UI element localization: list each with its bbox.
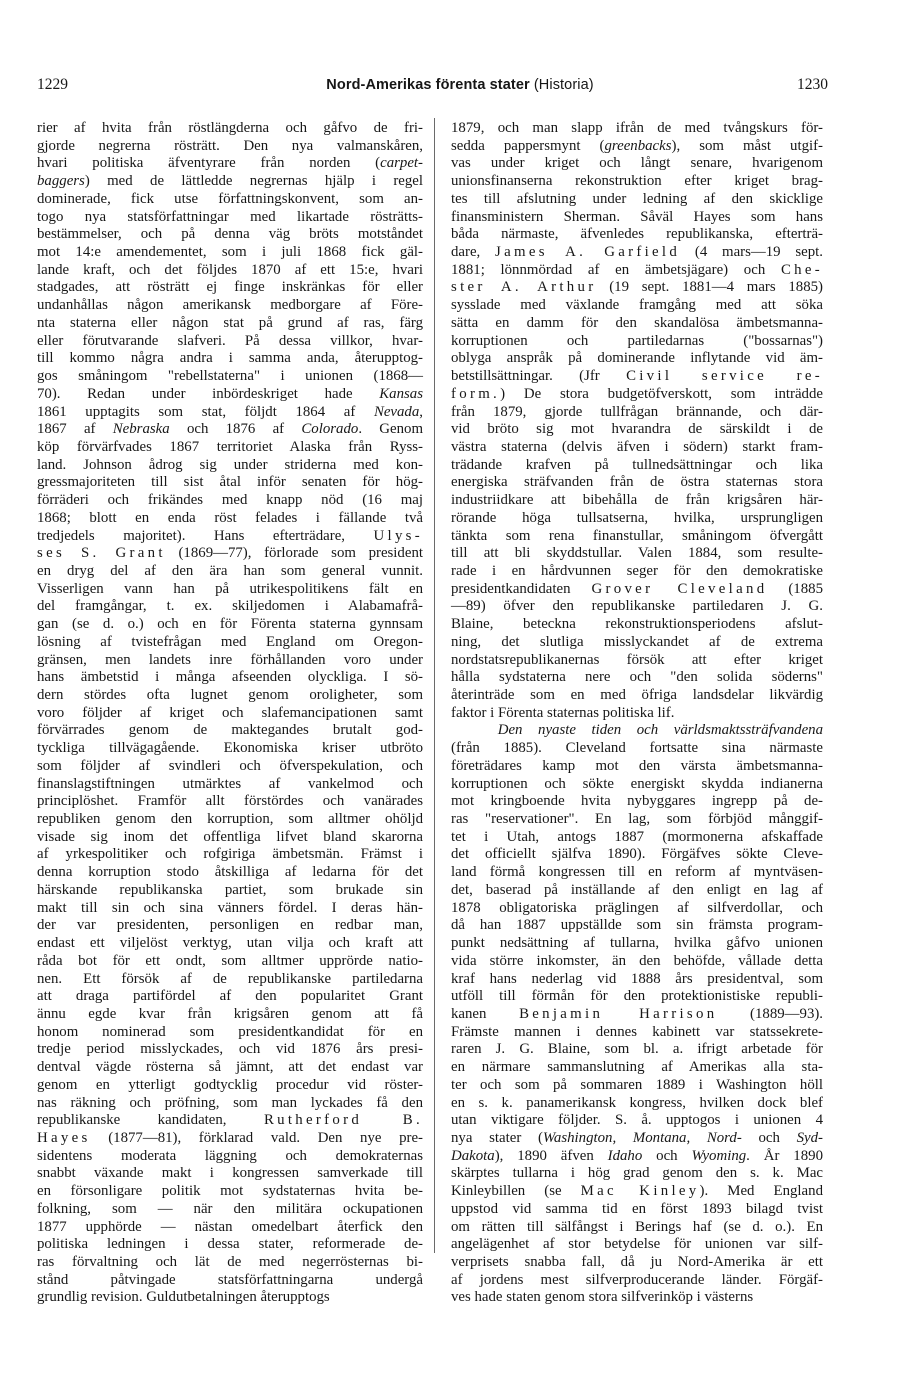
text-line: korruptionen och sökte energiskt skydda indianerna bbox=[451, 775, 823, 792]
text-line: sysslade med växlande framgång med att söka bbox=[451, 297, 823, 314]
text-line: utan viktigare följder. S. å. upptogos i unionen 4 bbox=[451, 1112, 823, 1129]
text-line: gan (se d. o.) och en för Förenta staterna gynnsam bbox=[37, 616, 423, 633]
text-line: från 1879, gjorde tullfrågan brännande, och där- bbox=[451, 403, 823, 420]
text-line: 1878 obligatoriska präglingen af silfverdollar, och bbox=[451, 899, 823, 916]
text-line: betstillsättningar. (Jfr Civil service re- bbox=[451, 368, 823, 385]
text-line: form.) De stora budgetöfverskott, som inträdde bbox=[451, 385, 823, 402]
text-line: 1881; lönnmördad af en ämbetsjägare) och Che- bbox=[451, 261, 823, 278]
text-line: dare, James A. Garfield (4 mars—19 sept. bbox=[451, 244, 823, 261]
text-line: Visserligen vann han på utrikespolitikens fält en bbox=[37, 580, 423, 597]
text-line: ras "reservationer". En lag, som förbjöd månggif- bbox=[451, 811, 823, 828]
text-line: verprisets snabba fall, då ju Nord-Amerika är ett bbox=[451, 1254, 823, 1270]
text-line: tredjedels majoritet). Hans efterträdare, Ulys- bbox=[37, 527, 423, 544]
text-line: dentval vägde rösterna så jämnt, att det endast var bbox=[37, 1059, 423, 1076]
text-line: kanen Benjamin Harrison (1889—93). bbox=[451, 1005, 824, 1022]
text-line: 1879, och man slapp ifrån de med tvångskurs för- bbox=[451, 120, 823, 136]
text-line: visade sig inom det offentliga lifvet bland skarorna bbox=[37, 828, 423, 845]
text-line: Den nyaste tiden och världsmaktssträfvandena bbox=[497, 722, 824, 739]
text-line: punkt nedsättning af tullarna, hvilka gåfvo unionen bbox=[451, 935, 823, 952]
text-line: denna korruption stodo åtskilliga af ledarna för det bbox=[37, 864, 423, 881]
text-line: det, baserad på inställande af den enligt en lag af bbox=[451, 881, 823, 898]
text-line: (från 1885). Cleveland fortsatte sina närmaste bbox=[451, 740, 823, 757]
text-line: finansministern Sherman. Såväl Hayes som hans bbox=[451, 208, 823, 225]
text-line: återinträde som en med öfriga landsdelar likvärdig bbox=[451, 687, 823, 703]
text-line: trädande krafven på tullnedsättningar och lika bbox=[451, 456, 823, 473]
text-line: 1861 upptagits som stat, följdt 1864 af Nevada, bbox=[37, 403, 423, 420]
text-line: uppstod vid samma tid en först 1893 bilagd tvist bbox=[451, 1200, 823, 1217]
text-line: 1868; blott en enda röst felades i fällande två bbox=[37, 509, 423, 526]
text-line: raren J. G. Blaine, som bl. a. ifrigt arbetade för bbox=[451, 1041, 823, 1058]
text-line: stadgades, att rösträtt ej finge inskränkas för eller bbox=[37, 279, 423, 296]
text-line: sätta en damm för den skandalösa ämbetsmanna- bbox=[451, 314, 823, 331]
text-line: tredje period misslyckades, och vid 1876 års presi- bbox=[37, 1041, 423, 1058]
text-line: hålla sydstaterna nere och "den solida söderns" bbox=[451, 669, 823, 686]
text-line: makt till sin och sina vänners fördel. I deras hän- bbox=[37, 899, 423, 916]
text-line: honom nominerad som presidentkandidat för en bbox=[37, 1023, 423, 1040]
text-line: voro följder af kriget och slafemancipationen samt bbox=[37, 704, 423, 721]
text-line: 1867 af Nebraska och 1876 af Colorado. Genom bbox=[37, 421, 423, 438]
text-line: grundlig revision. Guldutbetalningen återupptogs bbox=[37, 1289, 330, 1306]
text-line: Blaine, beteckna rekonstruktionsperiodens afslut- bbox=[451, 616, 823, 633]
text-line: tet i Utah, antogs 1887 (mormonerna afskaffade bbox=[451, 828, 823, 845]
text-line: gjorde negrerna rösträtt. Den nya valmanskåren, bbox=[37, 137, 423, 154]
page-number-left: 1229 bbox=[37, 76, 68, 93]
text-line: genom en ytterligt godtycklig procedur vid röster- bbox=[37, 1076, 423, 1093]
text-line: gos småningom "rebellstaterna" i unionen (1868— bbox=[37, 368, 423, 385]
text-line: togo nya statsförfattningar med likartade rösträtts- bbox=[37, 208, 423, 225]
text-line: oblyga anspråk på dominerande inflytande vid äm- bbox=[451, 350, 823, 367]
text-line: köp förvärfvades 1867 territoriet Alaska från Ryss- bbox=[37, 438, 423, 455]
text-line: land. Johnson ådrog sig under striderna med kon- bbox=[37, 456, 423, 473]
text-line: dern stördes ofta lugnet genom oroligheter, som bbox=[37, 687, 423, 703]
text-line: Kinleybillen (se Mac Kinley). Med England bbox=[451, 1183, 823, 1200]
text-line: nya stater (Washington, Montana, Nord- och Syd- bbox=[451, 1129, 823, 1146]
text-line: angelägenhet af stor betydelse för unionen var silf- bbox=[451, 1236, 823, 1253]
text-line: vid bröto sig mot hvarandra de särskildt i de bbox=[451, 421, 823, 438]
text-column-right bbox=[451, 120, 823, 1307]
text-line: undanhållas någon amerikansk medborgare af Före- bbox=[37, 297, 423, 314]
text-line: råda bot för ett ondt, som alltmer upprörde natio- bbox=[37, 952, 423, 969]
text-line: ning, det slutliga misslyckandet af de extrema bbox=[451, 633, 823, 650]
text-line: gressmajoriteten till sist åtal inför senaten för hög- bbox=[37, 474, 423, 491]
text-line: en närmare sammanslutning af Amerikas alla sta- bbox=[451, 1059, 823, 1076]
text-line: mot kringboende hvita nybyggares ingrepp på de- bbox=[451, 793, 823, 810]
text-line: en försonligare politik mot sydstaternas hvita be- bbox=[37, 1183, 423, 1200]
text-line: om rätten till sälfångst i Berings haf (se d. o.). En bbox=[451, 1218, 823, 1235]
text-line: —89) öfver den republikanske partiledaren J. G. bbox=[451, 598, 823, 615]
text-line: Främste mannen i dennes kabinett var statssekrete- bbox=[451, 1023, 823, 1040]
text-line: hvari politiska äfventyrare från norden (carpet- bbox=[37, 155, 423, 172]
text-line: nas räkning och pröfning, som man lyckades få den bbox=[37, 1094, 423, 1111]
text-line: ster A. Arthur (19 sept. 1881—4 mars 1885) bbox=[451, 279, 823, 296]
text-line: 1877 upphörde — nästan omedelbart återfick den bbox=[37, 1218, 423, 1235]
text-line: till att bli skyddstullar. Valen 1884, som resulte- bbox=[451, 545, 823, 562]
page-number-right: 1230 bbox=[797, 76, 828, 93]
text-line: folkning, som — när den militära ockupationen bbox=[37, 1200, 423, 1217]
text-line: Hayes (1877—81), förklarad vald. Den nye pre- bbox=[37, 1129, 423, 1146]
text-line: kraf hans nederlag vid 1888 års presidentval, som bbox=[451, 970, 823, 987]
text-line: en dryg del af den ära han som general vunnit. bbox=[37, 562, 423, 579]
text-line: ses S. Grant (1869—77), förlorade som president bbox=[37, 545, 423, 562]
text-line: ännu egde kvar från krigsåren genom att få bbox=[37, 1005, 423, 1022]
text-line: af yrkespolitiker och rofgiriga ämbetsmän. Främst i bbox=[37, 846, 423, 863]
text-line: nen. Ett försök af de republikanske partiledarna bbox=[37, 970, 423, 987]
text-line: företrädares kamp mot den värsta ämbetsmanna- bbox=[451, 757, 823, 774]
text-line: ves hade staten genom stora silfverinköp i västerns bbox=[451, 1289, 754, 1306]
text-line: eller förutvarande slafveri. På dessa villkor, hvar- bbox=[37, 332, 423, 349]
text-line: snabbt växande makt i kongressen samverkade till bbox=[37, 1165, 423, 1182]
text-line: skärptes tullarna i hög grad genom den s. k. Mac bbox=[451, 1165, 823, 1182]
text-line: tänkta som rena finanstullar, småningom öfvergått bbox=[451, 527, 823, 544]
text-line: sidentens moderata läggning och demokraternas bbox=[37, 1147, 423, 1164]
text-line: västra staterna (delvis äfven i södern) starkt fram- bbox=[451, 438, 823, 455]
text-line: faktor i Förenta staternas politiska lif. bbox=[451, 704, 675, 721]
text-line: Dakota), 1890 äfven Idaho och Wyoming. År 1890 bbox=[451, 1147, 823, 1164]
text-line: stånd påtvingade statsförfattningarna undergå bbox=[37, 1271, 423, 1288]
text-line: unionsfinanserna rekonstruktion efter kriget brag- bbox=[451, 173, 823, 190]
text-column-left bbox=[37, 120, 423, 1307]
text-line: rier af hvita från röstlängderna och gåfvo de fri- bbox=[37, 120, 423, 136]
text-line: finanslagstiftningen utmärktes af vankelmod och bbox=[37, 775, 423, 792]
text-line: det officiellt själfva 1890). Förgäfves sökte Cleve- bbox=[451, 846, 823, 863]
running-title-main: Nord-Amerikas förenta stater bbox=[326, 77, 530, 93]
text-line: förvärrades genom de maktegandes brutalt god- bbox=[37, 722, 423, 739]
text-line: presidentkandidaten Grover Cleveland (1885 bbox=[451, 580, 823, 597]
text-line: dominerade, fick utse författningskonvent, som an- bbox=[37, 190, 423, 207]
text-line: rade i en hårdvunnen seger för den demokratiske bbox=[451, 562, 823, 579]
text-line: förräderi och frikändes med knapp nöd (16 maj bbox=[37, 492, 423, 509]
text-line: ras förvaltning och lät de med negerrösternas bi- bbox=[37, 1254, 423, 1270]
text-line: principlöshet. Framför allt förstördes och vanärades bbox=[37, 793, 423, 810]
text-line: af jordens mest silfverproducerande länder. Förgäf- bbox=[451, 1271, 823, 1288]
text-line: rörande höga tullsatserna, hvilka, ursprungligen bbox=[451, 509, 823, 526]
text-line: der var presidenten, personligen en redbar man, bbox=[37, 917, 423, 934]
text-line: lösning af tvistefrågan med England om Oregon- bbox=[37, 633, 423, 650]
text-line: industriidkare att bibehålla de från krigsåren här- bbox=[451, 492, 823, 509]
text-line: gränsen, men landets inre förhållanden voro under bbox=[37, 651, 423, 668]
text-line: till kommo några andra i samma anda, återupptog- bbox=[37, 350, 423, 367]
text-line: ter och som på sommaren 1889 i Washington höll bbox=[451, 1076, 823, 1093]
text-line: en s. k. panamerikansk kongress, hvilken dock blef bbox=[451, 1094, 823, 1111]
text-line: land förmå kongressen till en reform af myntväsen- bbox=[451, 864, 823, 881]
text-line: politiska ledningen i dessa stater, reformerade de- bbox=[37, 1236, 423, 1253]
text-line: härskande republikanska partiet, som brukade sin bbox=[37, 881, 423, 898]
text-line: då han 1887 uppställde som sin främsta program- bbox=[451, 917, 823, 934]
text-line: nordstatsrepublikanernas försök att efter kriget bbox=[451, 651, 823, 668]
text-line: energiska sträfvanden från de östra staternas stora bbox=[451, 474, 823, 491]
text-line: lande kraft, och det följdes 1870 af ett 15:e, hvari bbox=[37, 261, 423, 278]
running-title bbox=[0, 76, 920, 94]
text-line: baggers) med de lättledde negrernas hjälp i regel bbox=[37, 173, 423, 190]
text-line: republikanske kandidaten, Rutherford B. bbox=[37, 1112, 423, 1129]
text-line: båda närmaste, äfvenledes republikanska, efterträ- bbox=[451, 226, 823, 243]
text-line: 70). Redan under inbördeskriget hade Kansas bbox=[37, 385, 423, 402]
text-line: hans ämbetstid i många afseenden olyckliga. I sö- bbox=[37, 669, 423, 686]
text-line: att draga partifördel af den popularitet Grant bbox=[37, 988, 423, 1005]
text-line: utföll till förmån för den protektionistiske republi- bbox=[451, 988, 823, 1005]
text-line: tes till afslutning under ledning af den skicklige bbox=[451, 190, 823, 207]
text-line: republiken genom den korruption, som alltmer ohöljd bbox=[37, 811, 423, 828]
text-line: sedda pappersmynt (greenbacks), som måst utgif- bbox=[451, 137, 823, 154]
text-line: vida större inkomster, än den behöfde, vållade detta bbox=[451, 952, 823, 969]
text-line: tyckliga tillvägagående. Ekonomiska kriser utbröto bbox=[37, 740, 423, 757]
text-line: mot 14:e amendementet, som i juli 1868 fick gäl- bbox=[37, 244, 423, 261]
text-line: bestämmelser, och på denna väg bröts motståndet bbox=[37, 226, 423, 243]
text-line: del framgångar, t. ex. skiljedomen i Alabamafrå- bbox=[37, 598, 423, 615]
running-title-subtitle: (Historia) bbox=[529, 77, 594, 93]
text-line: vas under kriget och långt senare, hvarigenom bbox=[451, 155, 823, 172]
column-divider bbox=[434, 118, 435, 1253]
text-line: som följder af svindleri och öfverspekulation, och bbox=[37, 757, 423, 774]
text-line: nta staterna eller någon stat på grund af ras, färg bbox=[37, 314, 423, 331]
text-line: korruptionen och partiledarnas ("bossarnas") bbox=[451, 332, 823, 349]
text-line: endast ett viljelöst verktyg, utan vilja och kraft att bbox=[37, 935, 423, 952]
